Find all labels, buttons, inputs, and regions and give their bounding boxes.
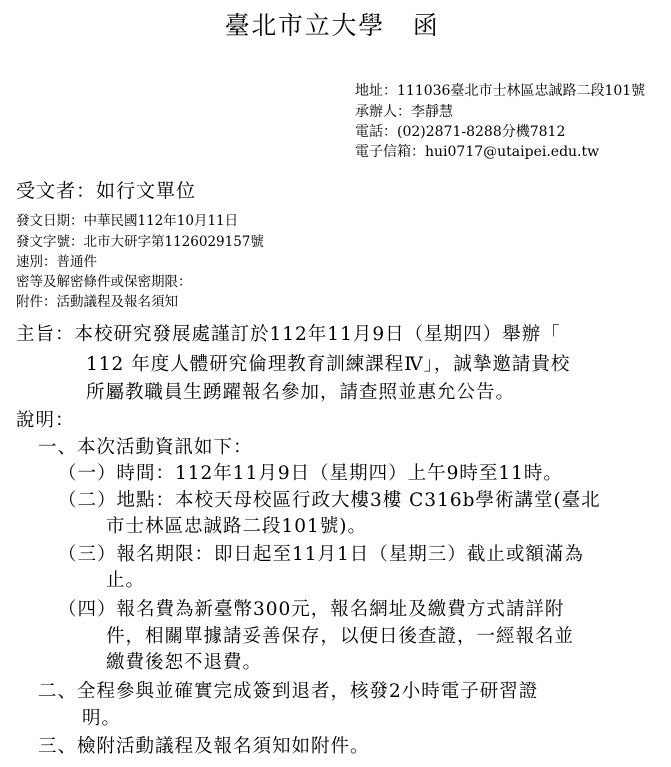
explanation-heading: 說明： (16, 410, 75, 431)
item1-sub3-line1: （三）報名期限：即日起至11月1日（星期三）截止或額滿為 (58, 544, 584, 565)
contact-address: 地址：111036臺北市士林區忠誠路二段101號 (355, 83, 646, 99)
issue-date: 發文日期：中華民國112年10月11日 (16, 213, 239, 229)
subject-line-1: 主旨：本校研究發展處謹訂於112年11月9日（星期四）舉辦「 (16, 324, 561, 345)
item1-sub2-line2: 市士林區忠誠路二段101號)。 (106, 516, 368, 537)
item1-sub4-line1: （四）報名費為新臺幣300元，報名網址及繳費方式請詳附 (58, 599, 565, 620)
item1-sub4-line3: 繳費後恕不退費。 (106, 652, 263, 673)
attachment-line: 附件：活動議程及報名須知 (16, 294, 178, 310)
contact-handler: 承辦人：李靜慧 (355, 104, 453, 120)
item3-line1: 三、檢附活動議程及報名須知如附件。 (38, 736, 370, 757)
contact-email: 電子信箱：hui0717@utaipei.edu.tw (355, 144, 600, 160)
doc-number: 發文字號：北市大研字第1126029157號 (16, 234, 264, 250)
security-level: 密等及解密條件或保密期限： (16, 274, 192, 290)
letter-title (0, 6, 664, 42)
org-name: 臺北市立大學 (224, 11, 386, 40)
item1-sub2-line1: （二）地點：本校天母校區行政大樓3樓 C316b學術講堂(臺北 (58, 490, 601, 511)
item1-line: 一、本次活動資訊如下： (38, 437, 253, 458)
contact-phone: 電話：(02)2871-8288分機7812 (355, 124, 566, 140)
item1-sub1: （一）時間：112年11月9日（星期四）上午9時至11時。 (58, 463, 563, 484)
subject-line-3: 所屬教職員生踴躍報名參加，請查照並惠允公告。 (86, 382, 516, 403)
item2-line2: 明。 (82, 708, 122, 729)
doc-type: 函 (412, 11, 440, 40)
item1-sub3-line2: 止。 (106, 570, 146, 591)
delivery-speed: 速別：普通件 (16, 254, 97, 270)
subject-line-2: 112 年度人體研究倫理教育訓練課程Ⅳ」，誠摯邀請貴校 (86, 354, 571, 375)
recipient-line: 受文者：如行文單位 (16, 180, 197, 202)
item1-sub4-line2: 件，相關單據請妥善保存，以便日後查證，一經報名並 (106, 626, 575, 647)
item2-line1: 二、全程參與並確實完成簽到退者，核發2小時電子研習證 (38, 681, 539, 702)
